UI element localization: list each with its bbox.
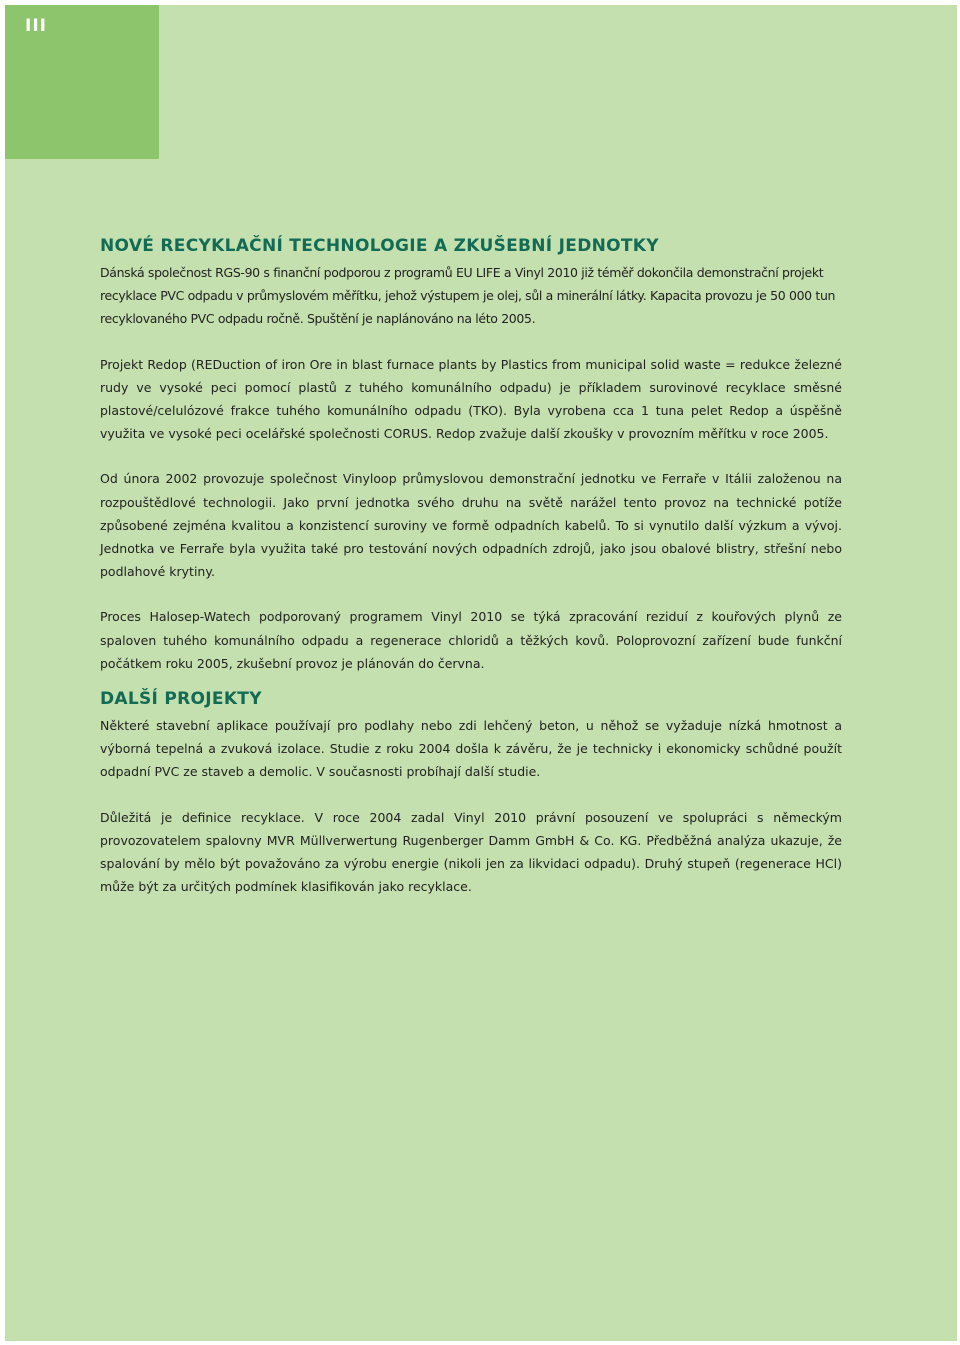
- chapter-tab: [5, 5, 159, 159]
- paragraph-redop: Projekt Redop (REDuction of iron Ore in blast furnace plants by Plastics from municipal solid waste = redukce železné rudy ve vysoké peci pomocí plastů z tuhého komunálního odpadu) je příkladem surovinové recyklace směsné plastové/celulózové frakce tuhého komunálního odpadu (TKO). Byla vyrobena cca 1 tuna pelet Redop a úspěšně využita ve vysoké peci ocelářské společnosti CORUS. Redop zvažuje další zkoušky v provozním měřítku v roce 2005.: [100, 356, 842, 442]
- paragraph-definition: Důležitá je definice recyklace. V roce 2004 zadal Vinyl 2010 právní posouzení ve spolupráci s německým provozovatelem spalovny MVR Müllverwertung Rugenberger Damm GmbH & Co. KG. Předběžná analýza ukazuje, že spalování by mělo být považováno za výrobu energie (nikoli jen za likvidaci odpadu). Druhý stupeň (regenerace HCl) může být za určitých podmínek klasifikován jako recyklace.: [100, 809, 842, 895]
- paragraph-concrete: Některé stavební aplikace používají pro podlahy nebo zdi lehčený beton, u něhož se vyžaduje nízká hmotnost a výborná tepelná a zvuková izolace. Studie z roku 2004 došla k závěru, že je technicky i ekonomicky schůdné použít odpadní PVC ze staveb a demolic. V současnosti probíhají další studie.: [100, 718, 842, 780]
- paragraph-gap: [100, 583, 842, 605]
- page-content: [100, 234, 842, 898]
- document-page: [5, 5, 957, 1341]
- paragraph-rgs90: Dánská společnost RGS-90 s finanční podporou z programů EU LIFE a Vinyl 2010 již téměř dokončila demonstrační projekt recyklace PVC odpadu v průmyslovém měřítku, jehož výstupem je olej, sůl a minerální látky. Kapacita provozu je 50 000 tun recyklovaného PVC odpadu ročně. Spuštění je naplánováno na léto 2005.: [100, 265, 836, 327]
- chapter-number: III: [25, 16, 47, 36]
- paragraph-gap: [100, 784, 842, 806]
- section-gap: [100, 675, 842, 687]
- paragraph-gap: [100, 331, 842, 353]
- paragraph-gap: [100, 445, 842, 467]
- section-title-recycling: NOVÉ RECYKLAČNÍ TECHNOLOGIE A ZKUŠEBNÍ JEDNOTKY: [100, 236, 659, 256]
- section-title-other-projects: DALŠÍ PROJEKTY: [100, 689, 262, 710]
- paragraph-vinyloop: Od února 2002 provozuje společnost Vinyloop průmyslovou demonstrační jednotku ve Ferraře v Itálii založenou na rozpouštědlové technologii. Jako první jednotka svého druhu na světě narážel tento provoz na technické potíže způsobené zejména kvalitou a konzistencí suroviny ve formě odpadních kabelů. To si vynutilo další výzkum a vývoj. Jednotka ve Ferraře byla využita také pro testování nových odpadních zdrojů, jako jsou obalové blistry, střešní nebo podlahové krytiny.: [100, 471, 842, 580]
- paragraph-halosep: Proces Halosep-Watech podporovaný programem Vinyl 2010 se týká zpracování reziduí z kouřových plynů ze spaloven tuhého komunálního odpadu a regenerace chloridů a těžkých kovů. Poloprovozní zařízení bude funkční počátkem roku 2005, zkušební provoz je plánován do června.: [100, 609, 842, 671]
